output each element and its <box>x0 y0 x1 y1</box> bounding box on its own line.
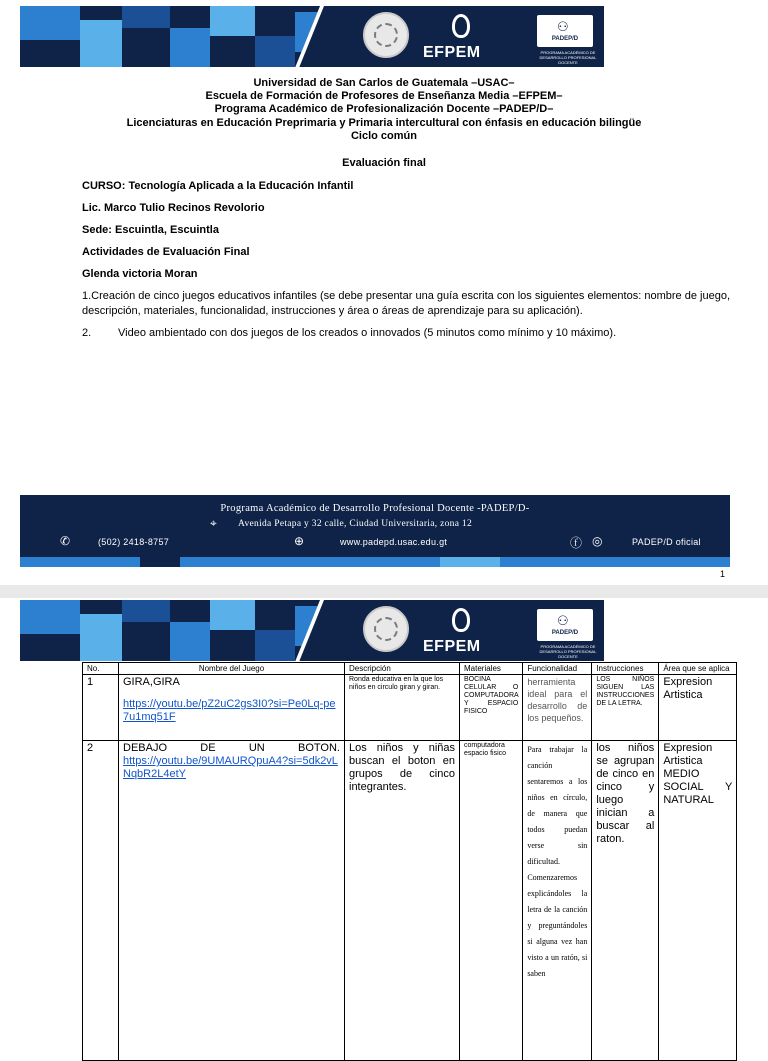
padep-subtitle: PROGRAMA ACADÉMICO DE DESARROLLO PROFESIONAL DOCENTE <box>539 50 597 65</box>
header-no: No. <box>83 663 119 675</box>
activity-item-1: 1.Creación de cinco juegos educativos infantiles (se debe presentar una guía escrita con los siguientes elementos: nombre de juego, descripción, materiales, funcionalidad, instrucciones y área o áreas de aprendizaje para su aplicación). <box>82 290 730 317</box>
footer-banner <box>20 495 730 567</box>
banner-block <box>20 6 80 40</box>
heading-line: Licenciaturas en Educación Preprimaria y Primaria intercultural con énfasis en educación bilingüe <box>126 116 642 129</box>
efpem-label: EFPEM <box>423 638 481 655</box>
table-row <box>83 675 737 741</box>
header-materials: Materiales <box>460 663 523 675</box>
banner-block <box>210 6 255 36</box>
banner-block <box>80 614 122 661</box>
padep-figure-icon: ⚇ <box>557 613 569 628</box>
games-table-wrapper <box>82 662 737 1061</box>
banner-block <box>170 622 210 661</box>
table-header-row <box>83 663 737 675</box>
efpem-label: EFPEM <box>423 44 481 61</box>
cell-area: Expresion Artistica MEDIO SOCIAL Y NATURAL <box>659 741 737 1061</box>
footer-stripe <box>20 557 140 567</box>
cell-instructions: los niños se agrupan de cinco en cinco y luego inician a buscar al raton. <box>592 741 659 1061</box>
activity-item-2: Video ambientado con dos juegos de los creados o innovados (5 minutos como mínimo y 10 máximo). <box>118 327 617 339</box>
cell-description: Ronda educativa en la que los niños en circulo giran y giran. <box>345 675 460 741</box>
cell-area: Expresion Artistica <box>659 675 737 741</box>
header-functionality: Funcionalidad <box>523 663 592 675</box>
banner-block <box>122 6 170 28</box>
page-gap <box>0 585 768 598</box>
cell-functionality: herramienta ideal para el desarrollo de los pequeños. <box>523 675 592 741</box>
facebook-icon: ⓕ <box>570 536 583 550</box>
banner-block <box>255 630 295 661</box>
cell-description: Los niños y niñas buscan el boton en grupos de cinco integrantes. <box>345 741 460 1061</box>
instructor-name: Lic. Marco Tulio Recinos Revolorio <box>82 202 265 214</box>
game-title: GIRA,GIRA <box>123 676 180 688</box>
footer-stripe <box>140 557 180 567</box>
game-video-link[interactable]: https://youtu.be/9UMAURQpuA4?si=5dk2vLNqbR2L4etY <box>123 755 338 780</box>
cell-materials: BOCINA CELULAR O COMPUTADORA Y ESPACIO FISICO <box>460 675 523 741</box>
footer-phone: (502) 2418-8757 <box>98 537 170 547</box>
padep-logo <box>537 15 593 47</box>
banner-block <box>255 36 295 67</box>
phone-icon: ✆ <box>60 534 71 548</box>
cell-functionality: Para trabajar la canción sentaremos a los niños en círculo, de manera que todos puedan verse sin dificultad. Comenzaremos explicándoles la letra de la canción y preguntándoles si alguna vez han visto a un ratón, si saben <box>523 741 592 1061</box>
institution-heading <box>0 77 768 143</box>
cell-game-name <box>119 675 345 741</box>
padep-figure-icon: ⚇ <box>557 19 569 34</box>
banner-block <box>80 20 122 67</box>
activity-item-2-number: 2. <box>82 327 92 339</box>
banner-block <box>20 600 80 634</box>
course-name: CURSO: Tecnología Aplicada a la Educación Infantil <box>82 180 354 192</box>
cell-materials: computadora espacio fisico <box>460 741 523 1061</box>
game-title: DEBAJO DE UN BOTON. <box>123 742 340 754</box>
banner-block <box>122 600 170 622</box>
document-page-2 <box>0 598 768 1024</box>
student-name: Glenda victoria Moran <box>82 268 198 280</box>
footer-stripe <box>440 557 500 567</box>
padep-logo-text: PADEP/D <box>551 630 579 636</box>
header-banner <box>20 600 604 661</box>
footer-title: Programa Académico de Desarrollo Profesional Docente -PADEP/D- <box>220 503 530 514</box>
table-row <box>83 741 737 1061</box>
cell-no: 1 <box>83 675 119 741</box>
padep-logo-text: PADEP/D <box>551 36 579 42</box>
header-banner <box>20 6 604 67</box>
usac-seal-icon <box>363 606 409 652</box>
padep-subtitle: PROGRAMA ACADÉMICO DE DESARROLLO PROFESIONAL DOCENTE <box>539 644 597 659</box>
cell-no: 2 <box>83 741 119 1061</box>
footer-stripe <box>500 557 730 567</box>
header-area: Área que se aplica <box>659 663 737 675</box>
padep-logo <box>537 609 593 641</box>
banner-block <box>170 28 210 67</box>
cell-game-name <box>119 741 345 1061</box>
heading-line: Ciclo común <box>350 129 417 142</box>
footer-stripe <box>180 557 440 567</box>
header-game-name: Nombre del Juego <box>119 663 345 675</box>
heading-line: Programa Académico de Profesionalización Docente –PADEP/D– <box>214 103 554 116</box>
banner-block <box>210 600 255 630</box>
header-instructions: Instrucciones <box>592 663 659 675</box>
heading-line: Escuela de Formación de Profesores de Enseñanza Media –EFPEM– <box>205 90 563 103</box>
cell-instructions: LOS NIÑOS SIGUEN LAS INSTRUCCIONES DE LA LETRA. <box>592 675 659 741</box>
campus: Sede: Escuintla, Escuintla <box>82 224 219 236</box>
globe-icon: ⊕ <box>294 534 305 548</box>
game-video-link[interactable]: https://youtu.be/pZ2uC2gs3I0?si=Pe0Lq-pe7u1mq51F <box>123 698 336 723</box>
activities-title: Actividades de Evaluación Final <box>82 246 250 258</box>
footer-social: PADEP/D oficial <box>632 537 701 547</box>
heading-line: Universidad de San Carlos de Guatemala –USAC– <box>253 77 515 89</box>
usac-seal-icon <box>363 12 409 58</box>
page-number: 1 <box>720 569 726 579</box>
footer-website: www.padepd.usac.edu.gt <box>340 537 448 547</box>
evaluation-title: Evaluación final <box>342 157 426 169</box>
header-description: Descripción <box>345 663 460 675</box>
efpem-logo-icon <box>452 14 470 38</box>
games-table <box>82 662 737 1061</box>
efpem-logo-icon <box>452 608 470 632</box>
footer-address: Avenida Petapa y 32 calle, Ciudad Universitaria, zona 12 <box>238 519 472 529</box>
instagram-icon: ◎ <box>592 534 603 548</box>
location-pin-icon: ⌖ <box>210 516 217 530</box>
